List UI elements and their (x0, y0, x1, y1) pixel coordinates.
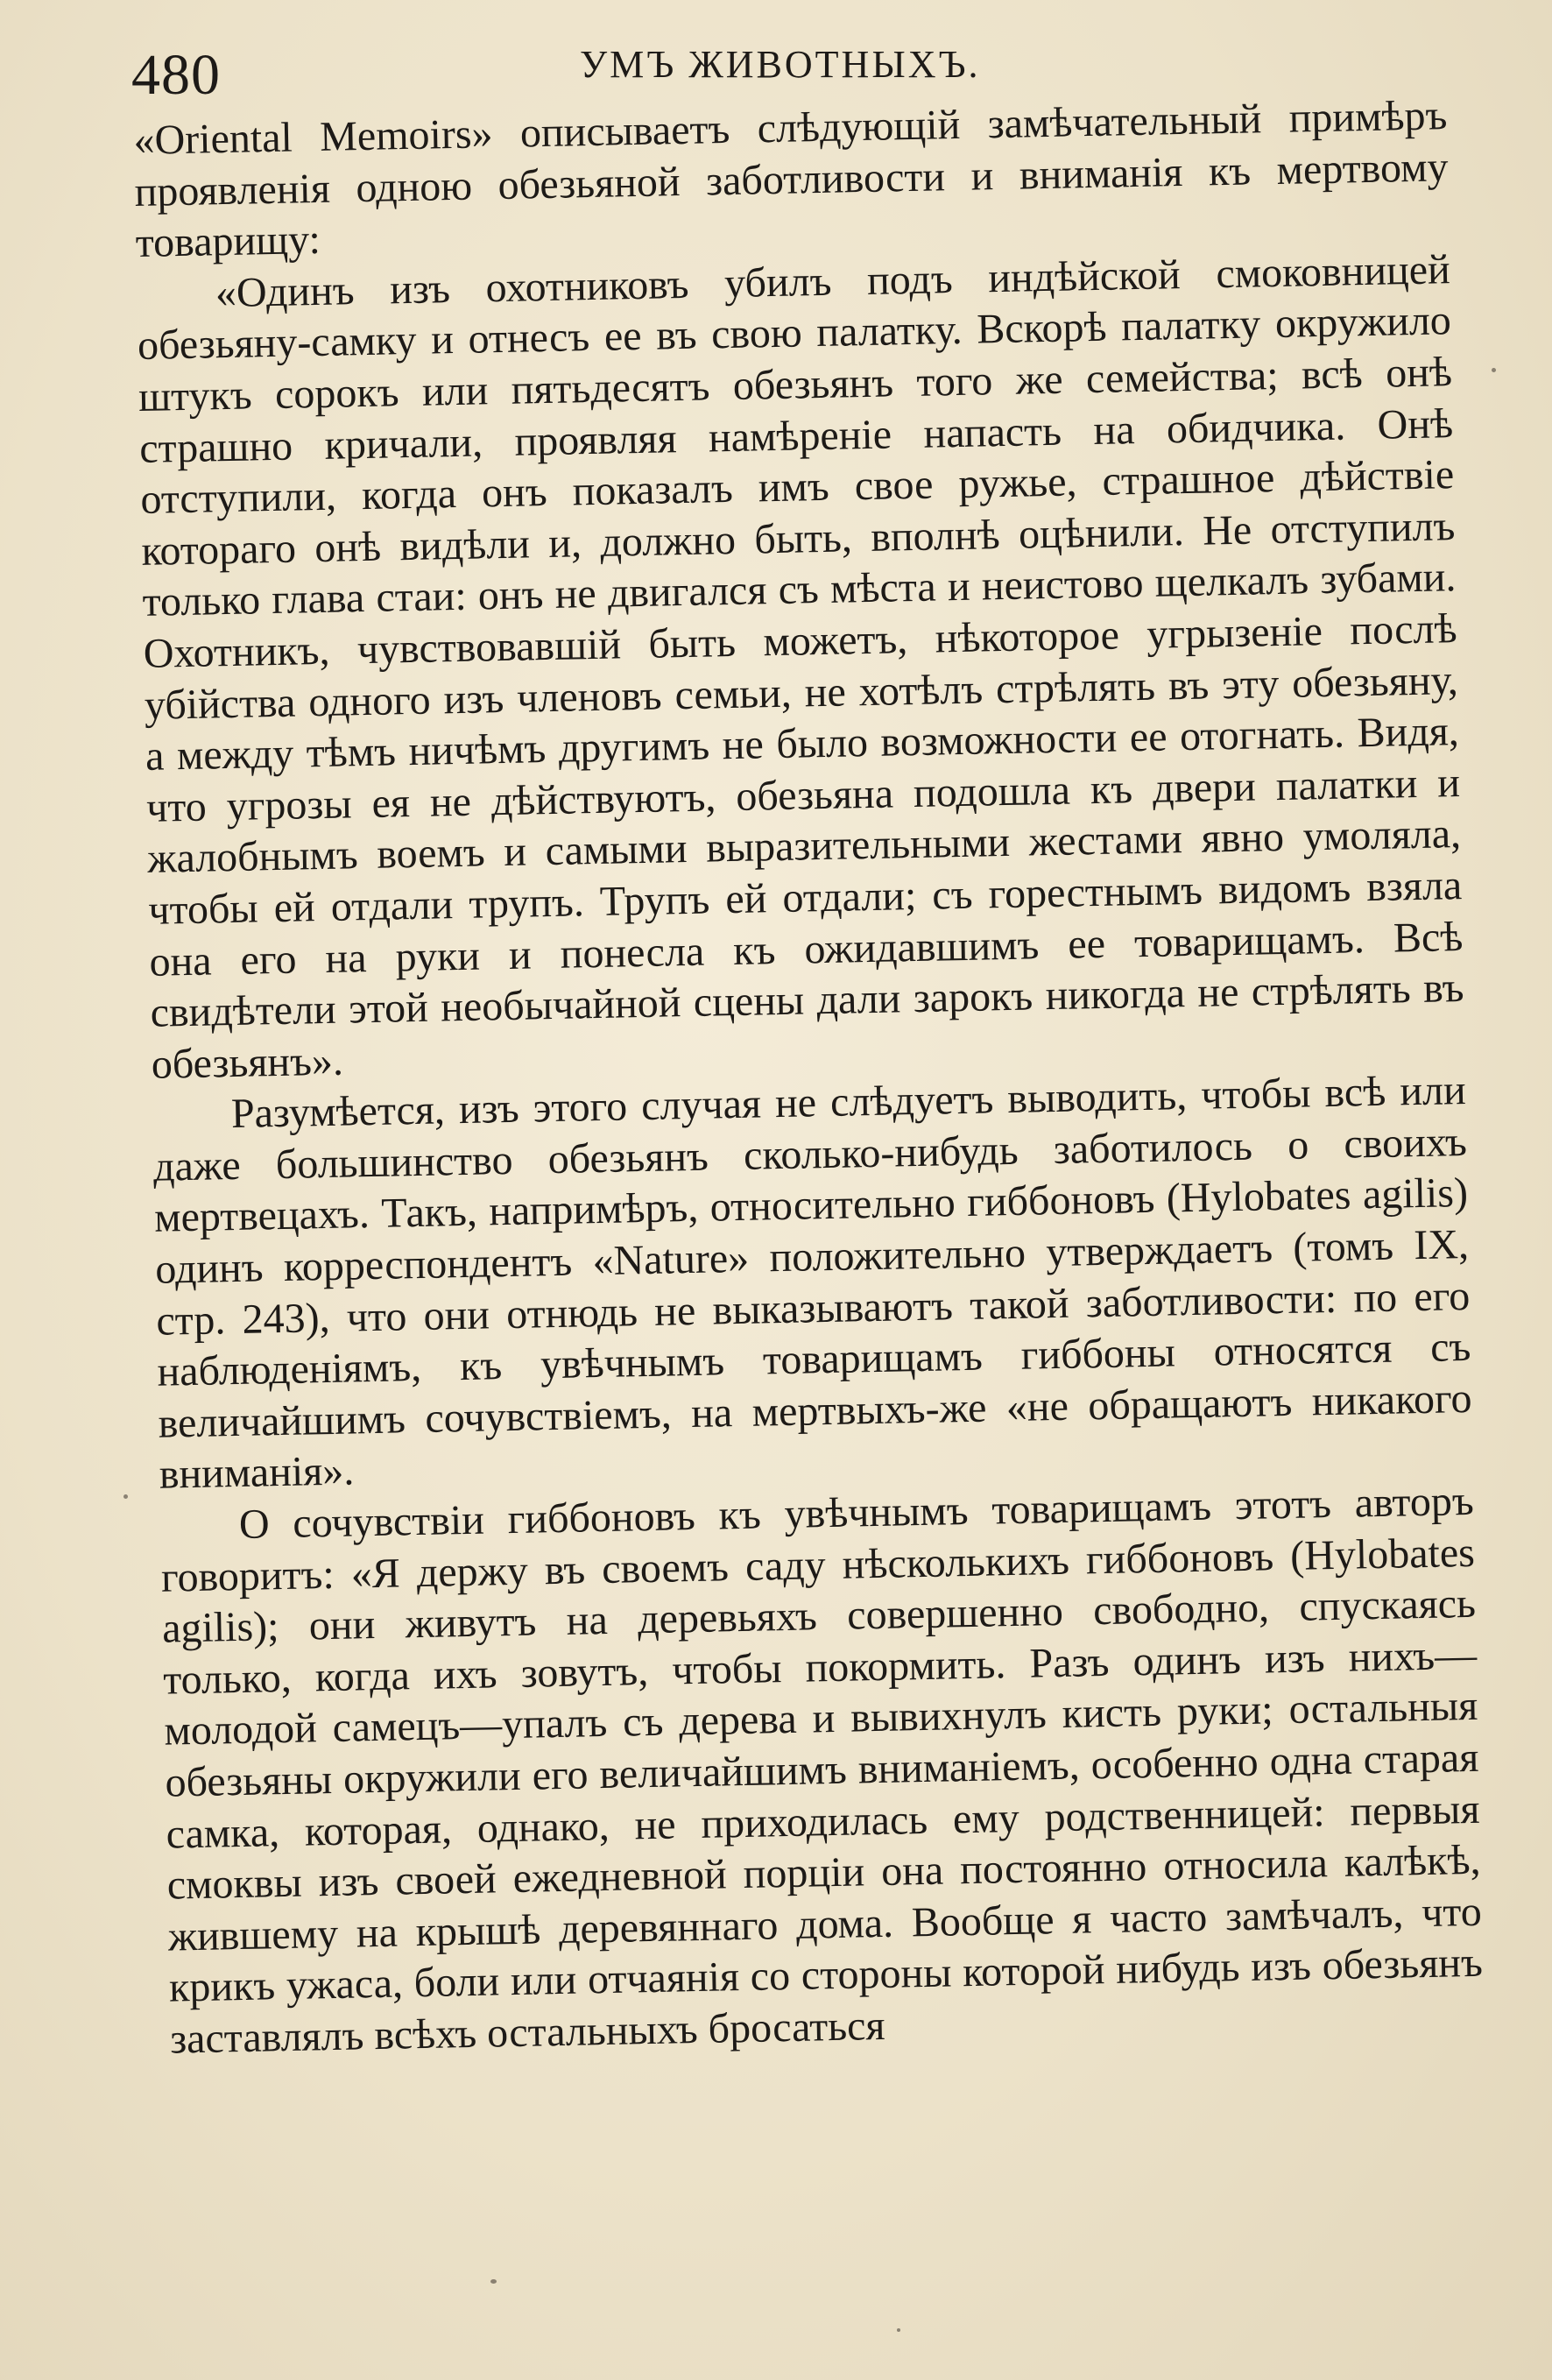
paragraph-3: Разумѣется, изъ этого случая не слѣдуетъ выводить, чтобы всѣ или даже большинство обезьянъ сколько-нибудь заботилось о своихъ мертвецахъ. Такъ, напримѣръ, относительно гиббоновъ (Hylobates agilis) одинъ корреспондентъ «Nature» положительно утверждаетъ (томъ IX, стр. 243), что они отнюдь не выказываютъ такой заботливости: по его наблюденіямъ, къ увѣчнымъ товарищамъ гиббоны относятся съ величайшимъ сочувствіемъ, на мертвыхъ-же «не обращаютъ никакого вниманія». (152, 1067, 1472, 1499)
print-speck (1492, 368, 1496, 372)
print-speck (897, 2328, 900, 2332)
page-header (131, 33, 1445, 107)
paragraph-2: «Одинъ изъ охотниковъ убилъ подъ индѣйской смоковницей обезьяну-самку и отнесъ ее въ свою палатку. Вскорѣ палатку окружило штукъ сорокъ или пятьдесятъ обезьянъ того же семейства; всѣ онѣ страшно кричали, проявляя намѣреніе напасть на обидчика. Онѣ отступили, когда онъ показалъ имъ свое ружье, страшное дѣйствіе котораго онѣ видѣли и, должно быть, вполнѣ оцѣнили. Не отступилъ только глава стаи: онъ не двигался съ мѣста и неистово щелкалъ зубами. Охотникъ, чувствовавшій быть можетъ, нѣкоторое угрызеніе послѣ убійства одного изъ членовъ семьи, не хотѣлъ стрѣлять въ эту обезьяну, а между тѣмъ ничѣмъ другимъ не было возможности ее отогнать. Видя, что угрозы ея не дѣйствуютъ, обезьяна подошла къ двери палатки и жалобнымъ воемъ и самыми выразительными жестами явно умоляла, чтобы ей отдали трупъ. Трупъ ей отдали; съ горестнымъ видомъ взяла она его на руки и понесла къ ожидавшимъ ее товарищамъ. Всѣ свидѣтели этой необычайной сцены дали зарокъ никогда не стрѣлять въ обезьянъ». (137, 245, 1464, 1088)
print-speck (123, 1494, 128, 1499)
body-text (133, 90, 1484, 2066)
running-title: УМЪ ЖИВОТНЫХЪ. (580, 43, 981, 86)
paragraph-4: О сочувствіи гиббоновъ къ увѣчнымъ товарищамъ этотъ авторъ говоритъ: «Я держу въ своемъ саду нѣсколькихъ гиббоновъ (Hylobates agilis); они живутъ на деревьяхъ совершенно свободно, спускаясь только, когда ихъ зовутъ, чтобы покормить. Разъ одинъ изъ нихъ—молодой самецъ—упалъ съ дерева и вывихнулъ кисть руки; остальныя обезьяны окружили его величайшимъ вниманіемъ, особенно одна старая самка, которая, однако, не приходилась ему родственницей: первыя смоквы изъ своей ежедневной порціи она постоянно относила калѣкѣ, жившему на крышѣ деревяннаго дома. Вообще я часто замѣчалъ, что крикъ ужаса, боли или отчаянія со стороны которой нибудь изъ обезьянъ заставлялъ всѣхъ остальныхъ бросаться (160, 1477, 1484, 2063)
page-number: 480 (131, 43, 221, 107)
paragraph-1: «Oriental Memoirs» описываетъ слѣдующій замѣчательный примѣръ проявленія одною обезьяной заботливости и вниманія къ мертвому товарищу: (133, 92, 1449, 267)
print-speck (490, 2279, 497, 2284)
